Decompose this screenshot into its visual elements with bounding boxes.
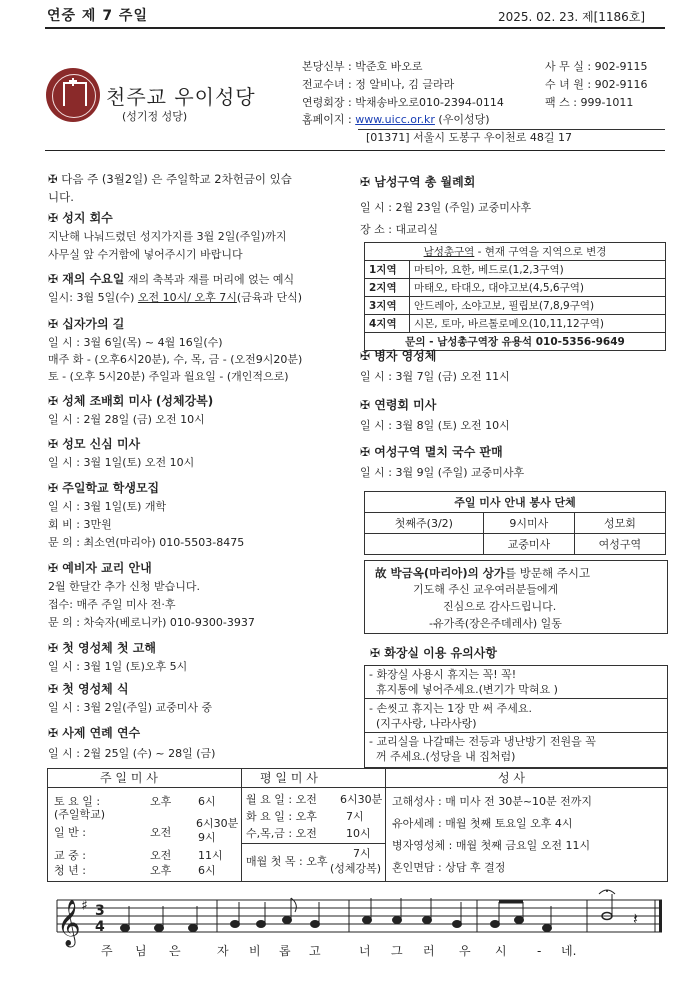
office-phone: 사 무 실 : 902-9115 [545,60,648,73]
sac-baptism: 유아세례 : 매월 첫째 토요일 오후 4시 [392,817,573,830]
palm-text-2: 사무실 앞 수거함에 넣어주시기 바랍니다 [48,248,243,261]
school-line-2: 회 비 : 3만원 [48,518,112,531]
cross-title: ✠ 십자가의 길 [48,317,125,331]
funeral-name: 故 박금옥(마리아) [375,566,468,580]
lyric-syllable: - [537,944,542,958]
funeral-box [364,560,668,634]
lyric-syllable: 자 [217,944,229,958]
wd-first-sub: (성체강복) [330,862,382,875]
lyric-syllable: 비 [249,944,261,958]
rest-line-1b: 휴지통에 넣어주세요.(변기가 막혀요 ) [369,683,558,696]
church-logo-icon [46,68,100,122]
ash-time-note: (금육과 단식) [236,291,303,304]
sun-gen-ampm: 오전 [150,826,172,839]
sun-sat-time: 6시 [198,795,216,808]
note-12 [491,921,500,928]
note-2 [155,925,164,932]
sun-main-label: 교 중 : [54,849,86,862]
time-sig-bottom: 4 [95,919,105,935]
sun-gen-label: 일 반 : [54,826,86,839]
lyric-syllable: 우 [459,944,471,958]
ash-desc: 재의 축복과 재를 머리에 얹는 예식 [124,273,295,286]
school-line-1: 일 시 : 3월 1일(토) 개학 [48,500,167,513]
sharp-icon: ♯ [81,898,88,914]
note-7 [311,921,320,928]
heart-time: 일 시 : 3월 1일(토) 오전 10시 [48,456,195,469]
service-week [365,534,484,555]
ash-time-date: 일시: 3월 5일(수) [48,291,138,304]
note-9 [393,917,402,924]
priest-time: 일 시 : 2월 25일 (수) ~ 28일 (금) [48,747,216,760]
cross-line-1: 일 시 : 3월 6일(목) ~ 4월 16일(수) [48,336,223,349]
sac-marriage: 혼인면담 : 상담 후 결정 [392,861,506,874]
service-group: 여성구역 [574,534,665,555]
weekday-mass-head: 평 일 미 사 [260,771,318,785]
note-4 [231,921,240,928]
area-desc: 안드레아, 소야고보, 필립보(7,8,9구역) [410,297,666,315]
sun-youth-ampm: 오후 [150,864,172,877]
convent-phone: 수 녀 원 : 902-9116 [545,78,648,91]
homepage-tail: (우이성당) [434,113,490,126]
area-cell: 1지역 [365,261,410,279]
funeral-house: 의 상가 [467,566,506,580]
sun-gen-t2: 9시 [198,831,216,844]
wd-first: 매월 첫 목 : 오후 [246,855,328,868]
sacrament-head: 성 사 [498,771,525,785]
notice-collection: ✠ 다음 주 (3월2일) 은 주일학교 2차헌금이 있습 [48,172,292,186]
comm1-time: 일 시 : 3월 1일 (토)오후 5시 [48,660,188,673]
note-10 [423,917,432,924]
note-8 [363,917,372,924]
time-sig-top: 3 [95,903,105,919]
south-area-table [364,242,666,351]
lyric-syllable: 러 [423,944,435,958]
address-info: [01371] 서울시 도봉구 우이천로 48길 17 [366,131,572,144]
bulletin-date: 2025. 02. 23. [498,10,579,24]
church-name: 천주교 우이성당 [106,85,256,109]
lyrics-row [47,944,667,964]
lyric-syllable: 은 [169,944,181,958]
school-line-3: 문 의 : 최소연(마리아) 010-5503-8475 [48,536,245,549]
restroom-title: ✠ 화장실 이용 유의사항 [370,646,497,660]
issue-number: 제[1186호] [582,10,646,24]
union-mass-time: 일 시 : 3월 8일 (토) 오전 10시 [360,419,510,432]
rest-line-1a: - 화장실 사용시 휴지는 꼭! 꼭! [369,668,517,681]
south-title: ✠ 남성구역 총 월례회 [360,175,476,189]
lyric-syllable: 그 [391,944,403,958]
sick-time: 일 시 : 3월 7일 (금) 오전 11시 [360,370,510,383]
area-cell: 3지역 [365,297,410,315]
wd-mon-time: 6시30분 [340,793,383,806]
cross-line-3: 토 - (오후 5시20분) 주일과 월요일 - (개인적으로) [48,370,289,383]
pastor-info: 본당신부 : 박준호 바오로 [302,60,423,73]
sac-confession: 고해성사 : 매 미사 전 30분~10분 전까지 [392,795,593,808]
lyric-syllable: 시 [495,944,507,958]
sick-title: ✠ 병자 영성체 [360,349,437,363]
church-subtitle: (성기정 성당) [122,110,188,123]
lyric-syllable: 님 [135,944,147,958]
note-13 [515,917,524,924]
south-table-head [365,243,666,261]
ash-title: ✠ 재의 수요일 [48,272,125,286]
notice-collection-cont: 니다. [48,190,74,204]
music-staff [47,888,667,948]
homepage-info [302,113,490,127]
heart-title: ✠ 성모 신심 미사 [48,437,141,451]
service-group: 성모회 [574,513,665,534]
rest-line-3b: 꺼 주세요.(성당을 내 집처럼) [369,750,516,763]
funeral-line-1 [375,566,590,580]
address-line [358,129,665,130]
service-week: 첫째주(3/2) [365,513,484,534]
wd-mon: 월 요 일 : 오전 [246,793,317,806]
cat-title: ✠ 예비자 교리 안내 [48,561,152,575]
homepage-link[interactable]: www.uicc.or.kr [355,113,435,126]
funeral-line-4: -유가족(장은주데레사) 일동 [429,617,562,630]
rest-icon: 𝄽 [633,909,638,928]
lyric-syllable: 네. [561,944,577,958]
note-6 [283,917,292,924]
rest-line-2a: - 손씻고 휴지는 1장 만 써 주세요. [369,702,532,715]
women-title: ✠ 여성구역 멸치 국수 판매 [360,445,503,459]
sun-main-time: 11시 [198,849,223,862]
lyric-syllable: 주 [101,944,113,958]
table-row [365,534,666,555]
area-cell: 4지역 [365,315,410,333]
table-row [365,315,666,333]
header-rule-top [45,27,665,29]
ash-heading [48,272,294,287]
header-rule-bottom [45,150,665,151]
wd-wed-time: 10시 [346,827,371,840]
service-table [364,491,666,555]
sun-sat-sub: (주일학교) [54,808,106,821]
sun-youth-time: 6시 [198,864,216,877]
note-11 [453,921,462,928]
table-row [365,513,666,534]
table-row [365,297,666,315]
service-title: 주일 미사 안내 봉사 단체 [365,492,666,513]
fax-number: 팩 스 : 999-1011 [545,96,634,109]
sun-youth-label: 청 년 : [54,864,86,877]
union-mass-title: ✠ 연령회 미사 [360,398,437,412]
south-time: 일 시 : 2월 23일 (주일) 교중미사후 [360,201,532,214]
south-place: 장 소 : 대교리실 [360,223,438,236]
ash-time-hours: 오전 10시/ 오후 7시 [137,291,237,304]
restroom-box [364,665,668,768]
area-desc: 시몬, 토마, 바르톨로메오(10,11,12구역) [410,315,666,333]
note-3 [189,925,198,932]
lyric-syllable: 너 [359,944,371,958]
service-mass: 교중미사 [483,534,574,555]
schedule-table [47,768,668,882]
comm2-title: ✠ 첫 영성체 식 [48,682,129,696]
week-title: 연중 제 7 주일 [47,8,148,24]
adore-title: ✠ 성체 조배회 미사 (성체강복) [48,394,214,408]
cross-line-2: 매주 화 - (오후6시20분), 수, 목, 금 - (오전9시20분) [48,353,303,366]
sunday-mass-head: 주 일 미 사 [100,771,158,785]
area-desc: 마태오, 타대오, 대야고보(4,5,6구역) [410,279,666,297]
wd-tue: 화 요 일 : 오후 [246,810,317,823]
service-mass: 9시미사 [483,513,574,534]
funeral-line-3: 진심으로 감사드립니다. [443,600,557,613]
school-title: ✠ 주일학교 학생모집 [48,481,160,495]
palm-title: ✠ 성지 회수 [48,211,113,225]
wd-first-time: 7시 [353,847,371,860]
priest-title: ✠ 사제 연례 연수 [48,726,141,740]
table-row [365,261,666,279]
nuns-info: 전교수녀 : 정 알비나, 김 글라라 [302,78,455,91]
table-row [365,279,666,297]
wd-tue-time: 7시 [346,810,364,823]
adore-time: 일 시 : 2월 28일 (금) 오전 10시 [48,413,205,426]
treble-clef-icon: 𝄞 [57,900,81,946]
sac-sick: 병자영성체 : 매월 첫째 금요일 오전 11시 [392,839,591,852]
cat-line-3: 문 의 : 차숙자(베로니카) 010-9300-3937 [48,616,255,629]
lyric-syllable: 고 [309,944,321,958]
south-table-head-a: 남성총구역 [423,246,475,258]
ash-time [48,291,302,305]
cat-line-1: 2월 한달간 추가 신청 받습니다. [48,580,200,593]
lyric-syllable: 롭 [279,944,291,958]
women-time: 일 시 : 3월 9일 (주일) 교중미사후 [360,466,525,479]
area-desc: 마티아, 요한, 베드로(1,2,3구역) [410,261,666,279]
south-contact: 문의 - 남성총구역장 유용석 010-5356-9649 [365,333,666,351]
sun-gen-t1: 6시30분 [196,817,239,830]
sun-main-ampm: 오전 [150,849,172,862]
note-5 [257,921,266,928]
rest-line-3a: - 교리실을 나갈때는 전등과 냉난방기 전원을 꼭 [369,735,596,748]
comm2-time: 일 시 : 3월 2일(주일) 교중미사 중 [48,701,213,714]
wd-wed: 수,목,금 : 오전 [246,827,317,840]
funeral-visit: 를 방문해 주시고 [505,566,591,580]
palm-text-1: 지난해 나눠드렸던 성지가지를 3월 2일(주일)까지 [48,230,287,243]
area-cell: 2지역 [365,279,410,297]
south-table-head-b: - 현재 구역을 지역으로 변경 [474,246,607,258]
union-info: 연령회장 : 박채송바오로010-2394-0114 [302,96,504,109]
sun-sat-label: 토 요 일 : [54,795,101,808]
note-1 [121,925,130,932]
rest-line-2b: (지구사랑, 나라사랑) [369,717,477,730]
funeral-line-2: 기도해 주신 교우여러분들에게 [413,583,559,596]
comm1-title: ✠ 첫 영성체 첫 고해 [48,641,156,655]
cat-line-2: 접수: 매주 주일 미사 전·후 [48,598,176,611]
note-14 [543,925,552,932]
homepage-label: 홈페이지 : [302,113,356,126]
sun-sat-ampm: 오후 [150,795,172,808]
